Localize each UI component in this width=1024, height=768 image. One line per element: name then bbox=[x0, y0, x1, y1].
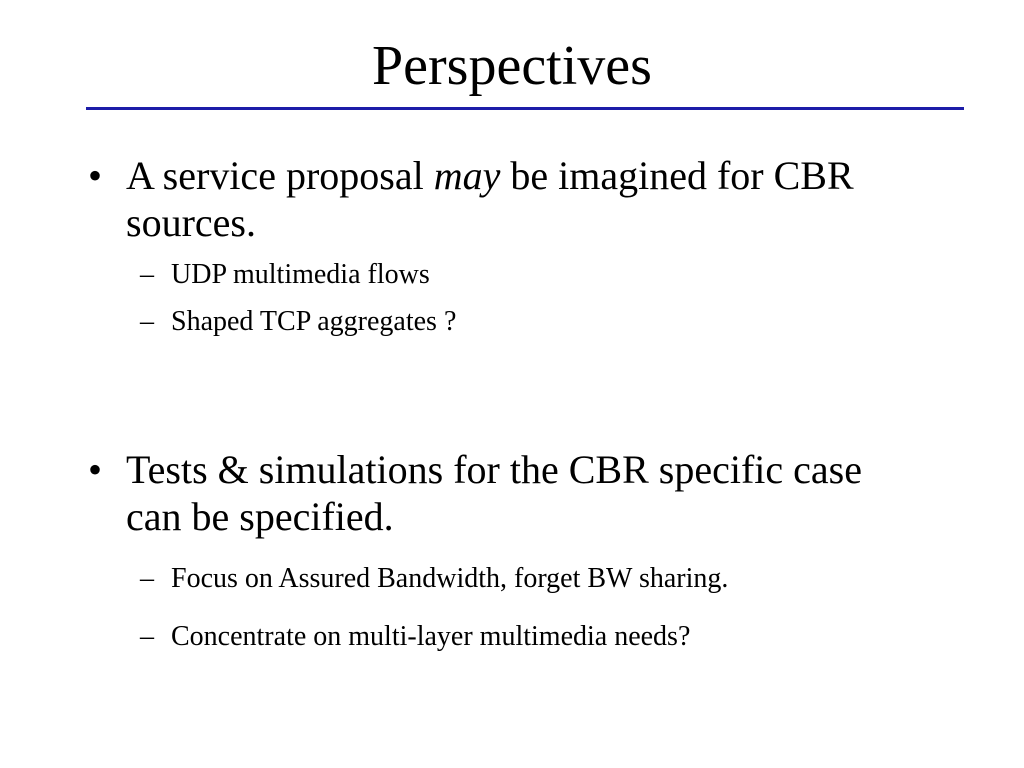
sub-item bbox=[140, 305, 940, 339]
sub-item bbox=[140, 258, 940, 292]
bullet-marker: • bbox=[88, 153, 103, 198]
bullet-emphasis: may bbox=[433, 153, 501, 198]
title-underline bbox=[86, 107, 964, 110]
sub-marker: – bbox=[140, 563, 154, 594]
bullet-marker: • bbox=[88, 447, 103, 492]
sub-item-text: UDP multimedia flows bbox=[171, 259, 430, 290]
bullet-text bbox=[126, 152, 908, 246]
bullet-text-start: A service proposal bbox=[126, 153, 434, 198]
sub-item-text: Focus on Assured Bandwidth, forget BW sharing. bbox=[171, 563, 729, 594]
bullet-text-end: be imagined for CBR sources. bbox=[126, 153, 854, 245]
sub-item bbox=[140, 562, 940, 596]
sub-marker: – bbox=[140, 306, 154, 337]
slide-title: Perspectives bbox=[372, 35, 652, 97]
sub-marker: – bbox=[140, 259, 154, 290]
sub-item bbox=[140, 620, 940, 654]
bullet-item bbox=[88, 152, 908, 246]
sub-item-text: Shaped TCP aggregates ? bbox=[171, 306, 457, 337]
bullet-item bbox=[88, 446, 908, 540]
sub-marker: – bbox=[140, 621, 154, 652]
bullet-text: Tests & simulations for the CBR specific case can be specified. bbox=[126, 447, 862, 539]
sub-item-text: Concentrate on multi-layer multimedia needs? bbox=[171, 621, 691, 652]
